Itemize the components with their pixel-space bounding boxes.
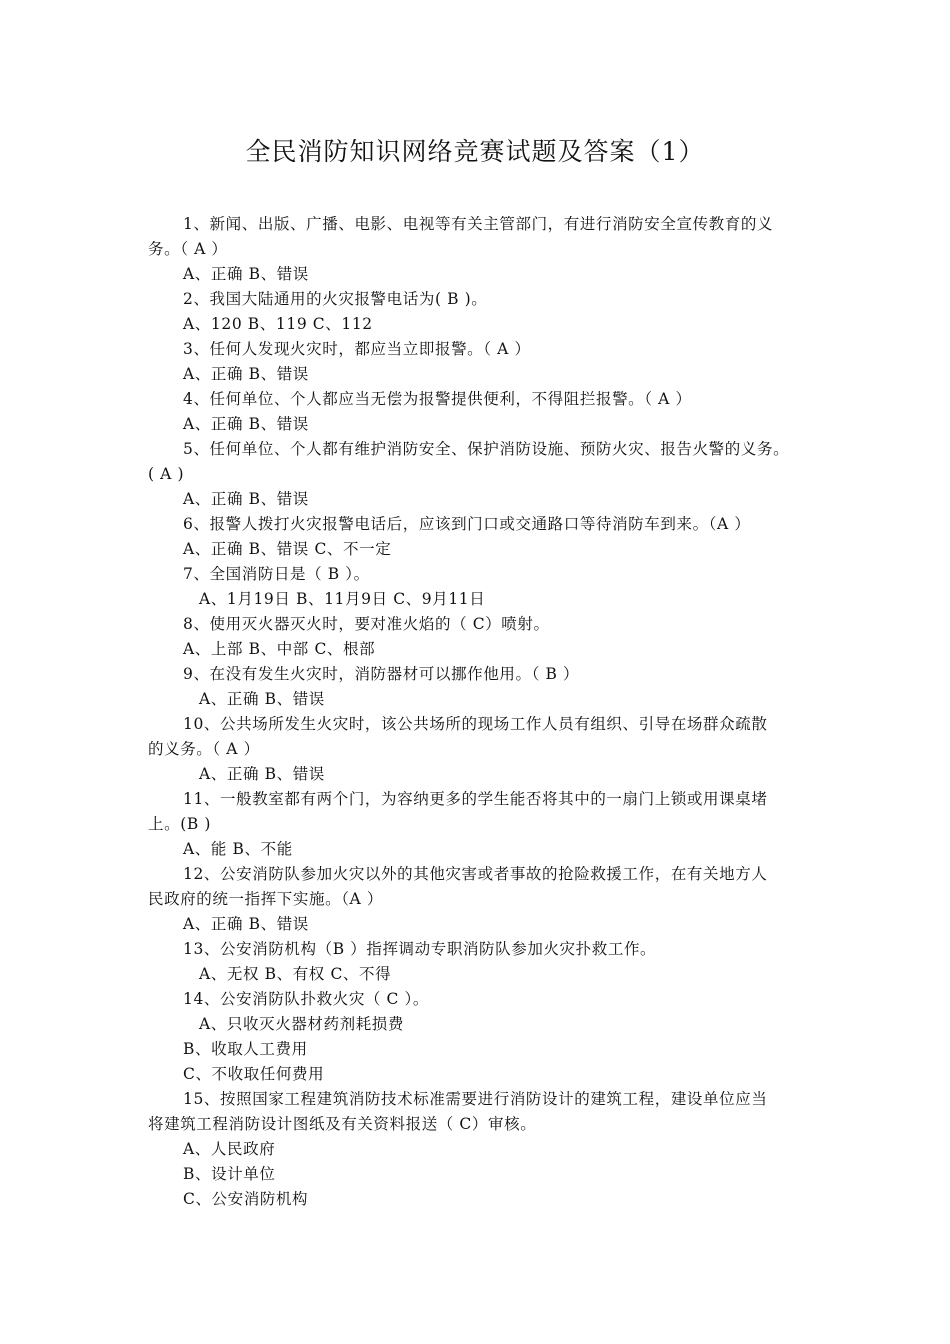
question-5-line-2: ( A ) <box>148 465 185 483</box>
question-10-line-2: 的义务。（ A ） <box>148 740 260 758</box>
question-11-line-1: 11、一般教室都有两个门，为容纳更多的学生能否将其中的一扇门上锁或用课桌堵 <box>183 790 768 808</box>
question-15-option-b: B、设计单位 <box>183 1165 276 1183</box>
question-14-option-c: C、不收取任何费用 <box>183 1065 325 1083</box>
question-7: 7、全国消防日是（ B ）。 <box>183 565 370 583</box>
question-9-options: A、正确 B、错误 <box>199 690 325 708</box>
question-5-line-1: 5、任何单位、个人都有维护消防安全、保护消防设施、预防火灾、报告火警的义务。 <box>183 440 790 458</box>
question-13-options: A、无权 B、有权 C、不得 <box>199 965 392 983</box>
question-15-line-1: 15、按照国家工程建筑消防技术标准需要进行消防设计的建筑工程，建设单位应当 <box>183 1090 768 1108</box>
question-14-option-a: A、只收灭火器材药剂耗损费 <box>199 1015 404 1033</box>
question-6: 6、报警人拨打火灾报警电话后，应该到门口或交通路口等待消防车到来。（A ） <box>183 515 751 533</box>
question-11-options: A、能 B、不能 <box>183 840 293 858</box>
question-8: 8、使用灭火器灭火时，要对准火焰的（ C）喷射。 <box>183 615 550 633</box>
question-5-options: A、正确 B、错误 <box>183 490 309 508</box>
question-4: 4、任何单位、个人都应当无偿为报警提供便利，不得阻拦报警。（ A ） <box>183 390 692 408</box>
question-9: 9、在没有发生火灾时，消防器材可以挪作他用。（ B ） <box>183 665 580 683</box>
question-12-line-1: 12、公安消防队参加火灾以外的其他灾害或者事故的抢险救援工作，在有关地方人 <box>183 865 768 883</box>
question-15-option-a: A、人民政府 <box>183 1140 276 1158</box>
question-7-options: A、1月19日 B、11月9日 C、9月11日 <box>199 590 486 608</box>
question-12-options: A、正确 B、错误 <box>183 915 309 933</box>
question-8-options: A、上部 B、中部 C、根部 <box>183 640 376 658</box>
question-3: 3、任何人发现火灾时，都应当立即报警。（ A ） <box>183 340 531 358</box>
question-13: 13、公安消防机构（B ）指挥调动专职消防队参加火灾扑救工作。 <box>183 940 657 958</box>
page-title: 全民消防知识网络竞赛试题及答案（1） <box>245 137 705 166</box>
question-1-line-1: 1、新闻、出版、广播、电影、电视等有关主管部门，有进行消防安全宣传教育的义 <box>183 215 774 233</box>
question-4-options: A、正确 B、错误 <box>183 415 309 433</box>
question-10-line-1: 10、公共场所发生火灾时，该公共场所的现场工作人员有组织、引导在场群众疏散 <box>183 715 768 733</box>
question-2: 2、我国大陆通用的火灾报警电话为( B )。 <box>183 290 488 308</box>
question-14: 14、公安消防队扑救火灾（ C ）。 <box>183 990 429 1008</box>
question-11-line-2: 上。(B ) <box>148 815 212 833</box>
question-1-line-2: 务。（ A ） <box>148 240 228 258</box>
question-15-line-2: 将建筑工程消防设计图纸及有关资料报送（ C）审核。 <box>148 1115 537 1133</box>
question-15-option-c: C、公安消防机构 <box>183 1190 309 1208</box>
question-2-options: A、120 B、119 C、112 <box>183 315 373 333</box>
question-3-options: A、正确 B、错误 <box>183 365 309 383</box>
question-1-options: A、正确 B、错误 <box>183 265 309 283</box>
question-14-option-b: B、收取人工费用 <box>183 1040 308 1058</box>
question-6-options: A、正确 B、错误 C、不一定 <box>183 540 392 558</box>
question-10-options: A、正确 B、错误 <box>199 765 325 783</box>
question-12-line-2: 民政府的统一指挥下实施。（A ） <box>148 890 383 908</box>
